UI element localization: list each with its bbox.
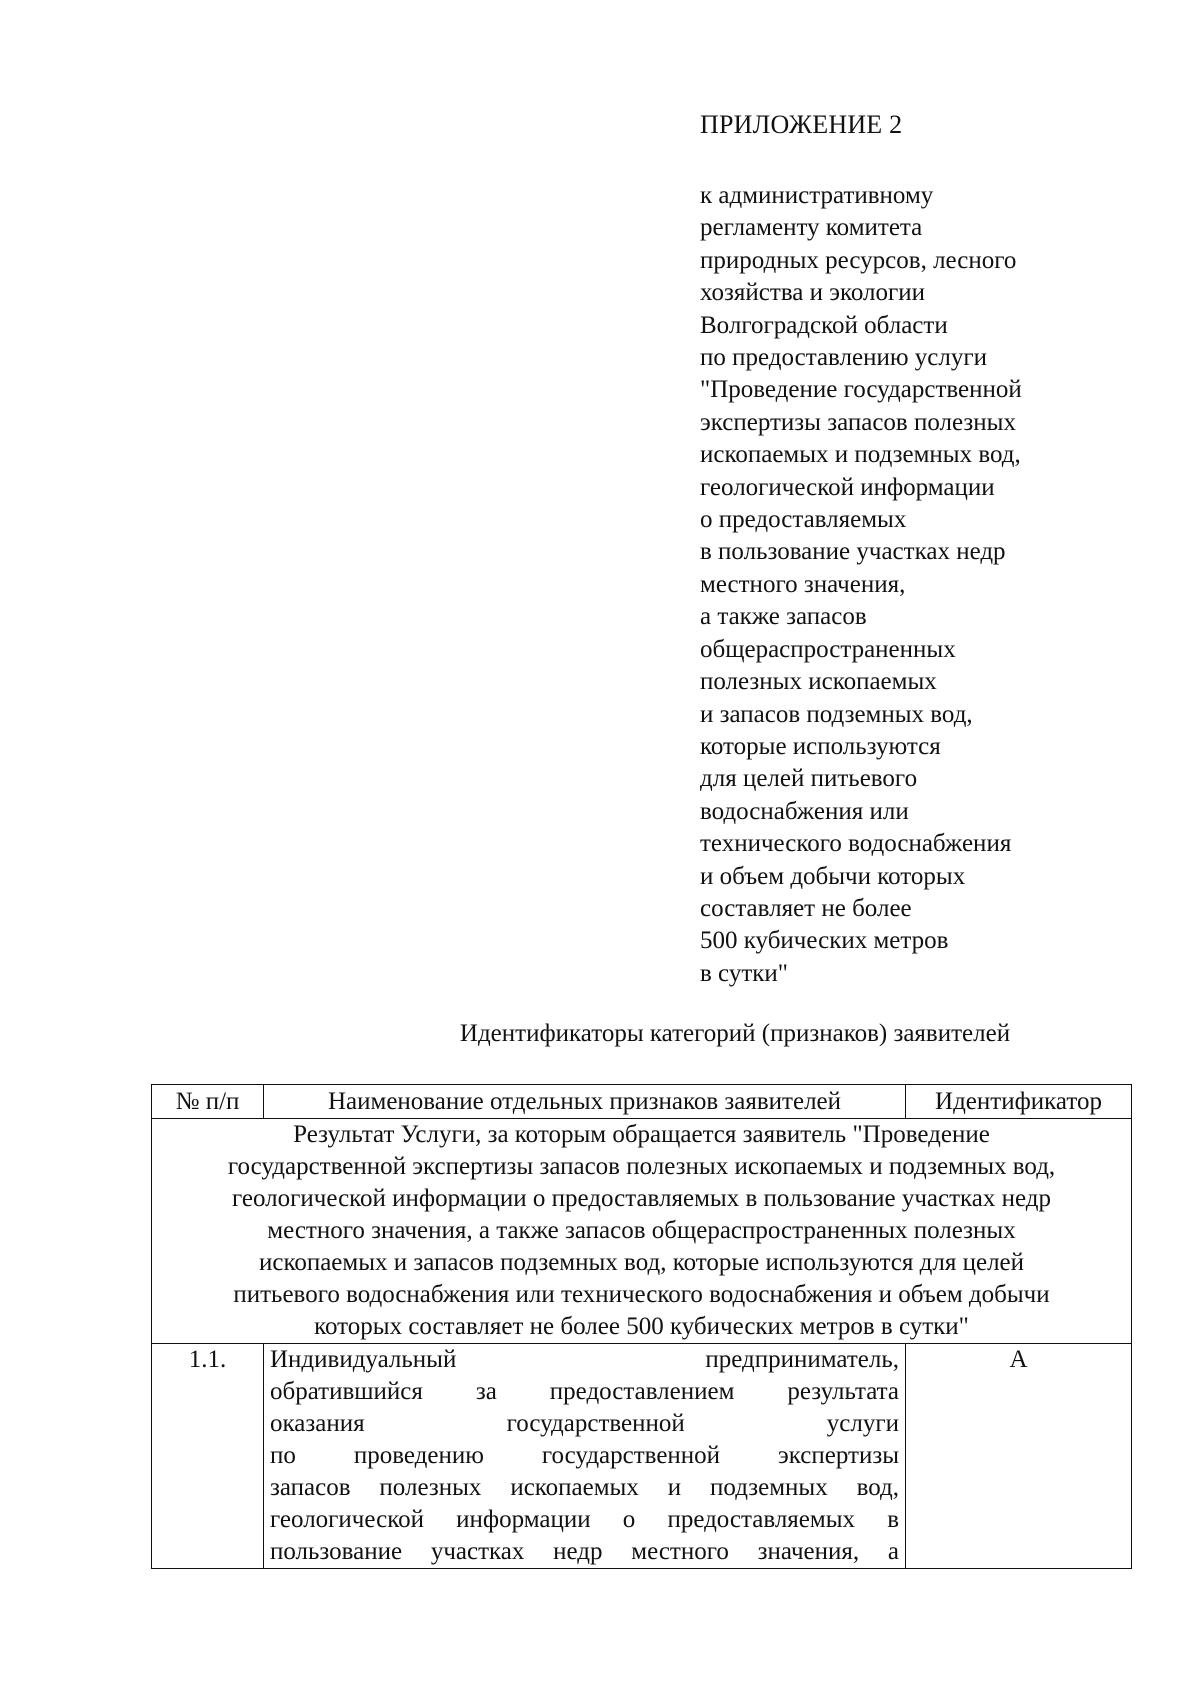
column-header-num: № п/п xyxy=(152,1085,264,1119)
appendix-subtitle xyxy=(700,180,1120,990)
appendix-line: в пользование участках недр xyxy=(700,538,1006,566)
table-title: Идентификаторы категорий (признаков) заявителей xyxy=(459,1020,1011,1047)
result-line: которых составляет не более 500 кубических метров в сутки" xyxy=(314,1313,969,1340)
row-number: 1.1. xyxy=(152,1344,264,1569)
appendix-line: и запасов подземных вод, xyxy=(700,700,973,728)
appendix-line: природных ресурсов, лесного xyxy=(700,246,1017,274)
appendix-line: регламенту комитета xyxy=(700,214,923,242)
appendix-line: а также запасов xyxy=(700,603,867,631)
column-header-id: Идентификатор xyxy=(906,1085,1132,1119)
row-name-line: геологической информации о предоставляемых в xyxy=(270,1506,899,1533)
result-cell xyxy=(152,1119,1132,1344)
appendix-line: местного значения, xyxy=(700,570,906,598)
result-line: Результат Услуги, за которым обращается заявитель "Проведение xyxy=(293,1121,990,1148)
row-name-line: Индивидуальный предприниматель, xyxy=(270,1346,899,1373)
table-header-row xyxy=(152,1085,1132,1119)
row-name-line: пользование участках недр местного значения, а xyxy=(270,1538,899,1565)
row-name xyxy=(264,1344,906,1569)
row-identifier: А xyxy=(906,1344,1132,1569)
appendix-line: технического водоснабжения xyxy=(700,830,1012,858)
result-line: государственной экспертизы запасов полезных ископаемых и подземных вод, xyxy=(227,1153,1056,1180)
row-name-line: по проведению государственной экспертизы xyxy=(270,1442,899,1469)
appendix-line: 500 кубических метров xyxy=(700,927,949,955)
appendix-line: Волгоградской области xyxy=(700,311,948,339)
appendix-line: "Проведение государственной xyxy=(700,376,1022,404)
appendix-line: для целей питьевого xyxy=(700,765,918,793)
appendix-line: составляет не более xyxy=(700,894,912,922)
result-line: местного значения, а также запасов общераспространенных полезных xyxy=(267,1217,1016,1244)
appendix-line: геологической информации xyxy=(700,473,995,501)
result-line: геологической информации о предоставляемых в пользование участках недр xyxy=(231,1185,1052,1212)
appendix-line: к административному xyxy=(700,182,934,209)
identifiers-table xyxy=(151,1084,1132,1569)
table-row xyxy=(152,1344,1132,1569)
appendix-line: о предоставляемых xyxy=(700,506,907,534)
appendix-line: по предоставлению услуги xyxy=(700,344,987,372)
appendix-line: которые используются xyxy=(700,732,941,760)
table-title-wrap xyxy=(0,1018,1200,1050)
appendix-line: ископаемых и подземных вод, xyxy=(700,441,1021,469)
row-name-line: запасов полезных ископаемых и подземных вод, xyxy=(270,1474,899,1501)
result-line: питьевого водоснабжения или технического водоснабжения и объем добычи xyxy=(233,1281,1050,1308)
appendix-title: ПРИЛОЖЕНИЕ 2 xyxy=(700,110,903,139)
result-line: ископаемых и запасов подземных вод, которые используются для целей xyxy=(258,1249,1025,1276)
appendix-line: общераспространенных xyxy=(700,635,956,663)
appendix-line: водоснабжения или xyxy=(700,797,909,825)
appendix-line: и объем добычи которых xyxy=(700,862,966,890)
appendix-line: полезных ископаемых xyxy=(700,668,937,696)
appendix-line: хозяйства и экологии xyxy=(700,279,926,307)
appendix-header xyxy=(700,108,1120,990)
result-row xyxy=(152,1119,1132,1344)
row-name-line: обратившийся за предоставлением результата xyxy=(270,1378,899,1405)
column-header-name: Наименование отдельных признаков заявителей xyxy=(264,1085,906,1119)
appendix-line: в сутки" xyxy=(700,959,788,987)
appendix-line: экспертизы запасов полезных xyxy=(700,408,1016,436)
row-name-line: оказания государственной услуги xyxy=(270,1410,899,1437)
